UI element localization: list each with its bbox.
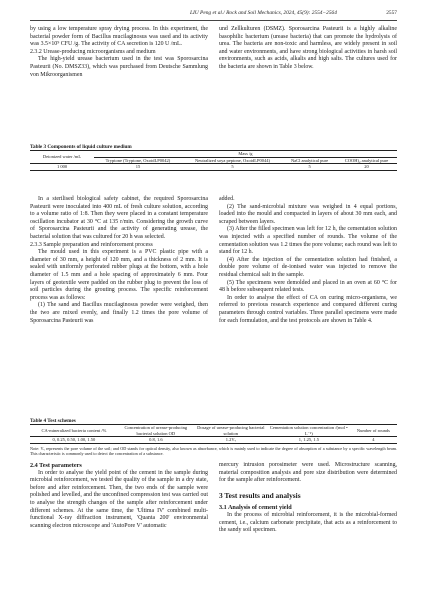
column-header: CA-mineralized bacteria content /% bbox=[41, 427, 107, 433]
middle-right-column bbox=[219, 196, 397, 325]
data-table bbox=[30, 424, 397, 444]
section-heading: 3 Test results and analysis bbox=[219, 490, 301, 500]
top-right-column bbox=[219, 26, 397, 72]
paragraph: und Zellkulturen (DSMZ). Sporosarcina Pasteurii is a highly alkaline basophilic bacterium (urease bacteria) that can promote the hydrolysis of urea. The bacteria are non-toxic and harmless, are widely present in soil and water environments, and have strong biological activities in harsh soil environments, such as acids, alkalis and high salts. The cultures used for the bacteria are shown in Table 3 below. bbox=[219, 26, 397, 70]
table-cell: 1 000 bbox=[56, 164, 68, 170]
paragraph: mercury intrusion porosimeter were used. Microstructure scanning, material composition analysis and pore size distribution were determined for the sample after reinforcement. bbox=[219, 462, 397, 484]
subsection-heading: 2.3.3 Sample preparation and reinforcement process bbox=[30, 241, 153, 248]
subsection-heading: 2.3.2 Urease-producing microorganisms and medium bbox=[30, 48, 156, 55]
column-header: Concentration of urease-producing bacterial solution OD bbox=[124, 425, 188, 436]
table-row bbox=[30, 437, 397, 444]
paragraph: (3) After the filled specimen was left for 12 h, the cementation solution was injected with a specified number of rounds. The volume of the cementation solution was 1.2 times the pore volume; each round was left to stand for 12 h. bbox=[219, 226, 397, 256]
bottom-right-column bbox=[219, 462, 397, 535]
table-cell: 5 bbox=[308, 164, 311, 170]
table-cell: 1.2Vᵥ bbox=[225, 437, 236, 443]
paragraph: In order to analyse the effect of CA on curing micro-organisms, we referred to previous research experience and compared different curing parameters through control variables. Three parallel specimens were made for each formulation, and the test protocols are shown in Table 4. bbox=[219, 294, 397, 324]
table-caption: Table 3 Components of liquid culture medium bbox=[30, 144, 132, 150]
column-group-header: Mass /g bbox=[94, 151, 397, 158]
table-cell: 5 bbox=[231, 164, 234, 170]
table-cell: 20 bbox=[364, 164, 369, 170]
table-cell: 0.8, 1.6 bbox=[149, 437, 163, 443]
table-cell: 1, 1.25, 1.5 bbox=[298, 437, 319, 443]
bottom-left-column bbox=[30, 462, 208, 530]
middle-left-column bbox=[30, 196, 208, 325]
top-left-column bbox=[30, 26, 208, 79]
column-header: Dosage of urease-producing bacterial solution bbox=[197, 425, 265, 436]
table-cell: 4 bbox=[372, 437, 375, 443]
paragraph: The mould used in this experiment is a PVC plastic pipe with a diameter of 30 mm, a height of 120 mm, and a thickness of 2 mm. It is sealed with uniformly perforated rubber plugs at the bottom, with a hole diameter of 1.5 mm and a hole spacing of approximately 6 mm. Four layers of geotextile were padded on the rubber plug to prevent the loss of soil particles during the grouting process. The specific reinforcement process was as follows: bbox=[30, 249, 208, 301]
paragraph: (5) The specimens were demolded and placed in an oven at 60 °C for 48 h before subsequent related tests. bbox=[219, 279, 397, 294]
column-header: Cementation solution concentration /(mol • L⁻¹) bbox=[269, 425, 348, 436]
table-note: Note: Vᵥ represents the pore volume of the soil; and OD stands for optical density, also known as absorbance, which is mainly used to indicate the degree of absorption of a substance by a specific wavelength beam. This characteristic is commonly used to detect the concentration of a substance. bbox=[30, 445, 397, 456]
paragraph: In order to analyse the yield point of the cement in the sample during microbial reinforcement, we tested the quality of the sample in a dry state, before and after reinforcement. Then, the two ends of the sample were polished and levelled, and the unconfined compression test was carried out to analyse the strength changes of the sample after reinforcement under different schemes. At the same time, the 'Ultima IV' combined multi-functional X-ray diffraction instrument, 'Quanta 200' environmental scanning electron microscope and 'AutoPore V' automatic bbox=[30, 469, 208, 529]
column-header: Neutralized soya peptone, OxoidLP0044) bbox=[195, 157, 270, 163]
data-table bbox=[30, 150, 397, 171]
section-heading: 2.4 Test parameters bbox=[30, 462, 82, 469]
column-header: Tryptone (Tryptone, OxoidLP0042) bbox=[105, 157, 171, 163]
column-header: Number of rounds bbox=[356, 427, 390, 433]
table-cell: 15 bbox=[135, 164, 141, 170]
running-title: LIU Peng et al./ Rock and Soil Mechanics, 2024, 45(9): 2554−2564 bbox=[190, 10, 337, 16]
table-caption: Table 4 Test schemes bbox=[30, 418, 76, 424]
table-4 bbox=[30, 418, 397, 456]
table-3 bbox=[30, 144, 397, 171]
paragraph: (1) The sand and Bacillus mucilaginosus powder were weighed, then the two are mixed evenly, and finally 1.2 times the pore volume of Sporosarcina Pasteurii was bbox=[30, 302, 208, 324]
column-header: COOH)₂ analytical pure bbox=[344, 157, 389, 163]
table-cell: 0, 0.25, 0.50, 1.00, 1.50 bbox=[52, 437, 96, 443]
page-number: 2557 bbox=[386, 10, 397, 16]
subsection-heading: 3.1 Analysis of cement yield bbox=[219, 504, 292, 512]
paragraph: The high-yield urease bacterium used in the test was Sporosarcina Pasteurii (No. DMSZ33), which was purchased from Deutsche Sammlung von Mikroorganismen bbox=[30, 56, 208, 78]
paragraph: added. bbox=[219, 196, 235, 202]
column-header: NaCl analytical pure bbox=[290, 157, 329, 163]
paragraph: by using a low temperature spray drying process. In this experiment, the bacterial powder form of Bacillus mucilaginosus was used and its activity was 3.5×10⁹ CFU /g. The activity of CA secretion is 120 U /mL. bbox=[30, 26, 208, 48]
paragraph: (2) The sand-microbial mixture was weighed in 4 equal portions, loaded into the mould and compacted in layers of about 30 mm each, and scraped between layers. bbox=[219, 203, 397, 225]
header-rule bbox=[30, 20, 397, 21]
table-row bbox=[30, 164, 397, 171]
paragraph: (4) After the injection of the cementation solution had finished, a double pore volume of de-ionised water was injected to remove the residual chemical salt in the sample. bbox=[219, 256, 397, 278]
column-header: Deionized water /mL bbox=[42, 154, 82, 160]
paragraph: In a sterilised biological safety cabinet, the required Sporosarcina Pasteurii were inoculated into 400 mL of fresh culture solution, according to a volume ratio of 1:8. Then they were placed in a constant temperature oscillation incubator at 30 °C at 135 r/min. Considering the growth curve of Sporosarcina Pasteurii and the activity of generating urease, the bacterial solution that was cultured for 20 h was selected. bbox=[30, 196, 208, 240]
paragraph: In the process of microbial reinforcement, it is the microbial-formed cement, i.e., calcium carbonate precipitate, that acts as a reinforcement to the sandy soil specimen. bbox=[219, 511, 397, 534]
